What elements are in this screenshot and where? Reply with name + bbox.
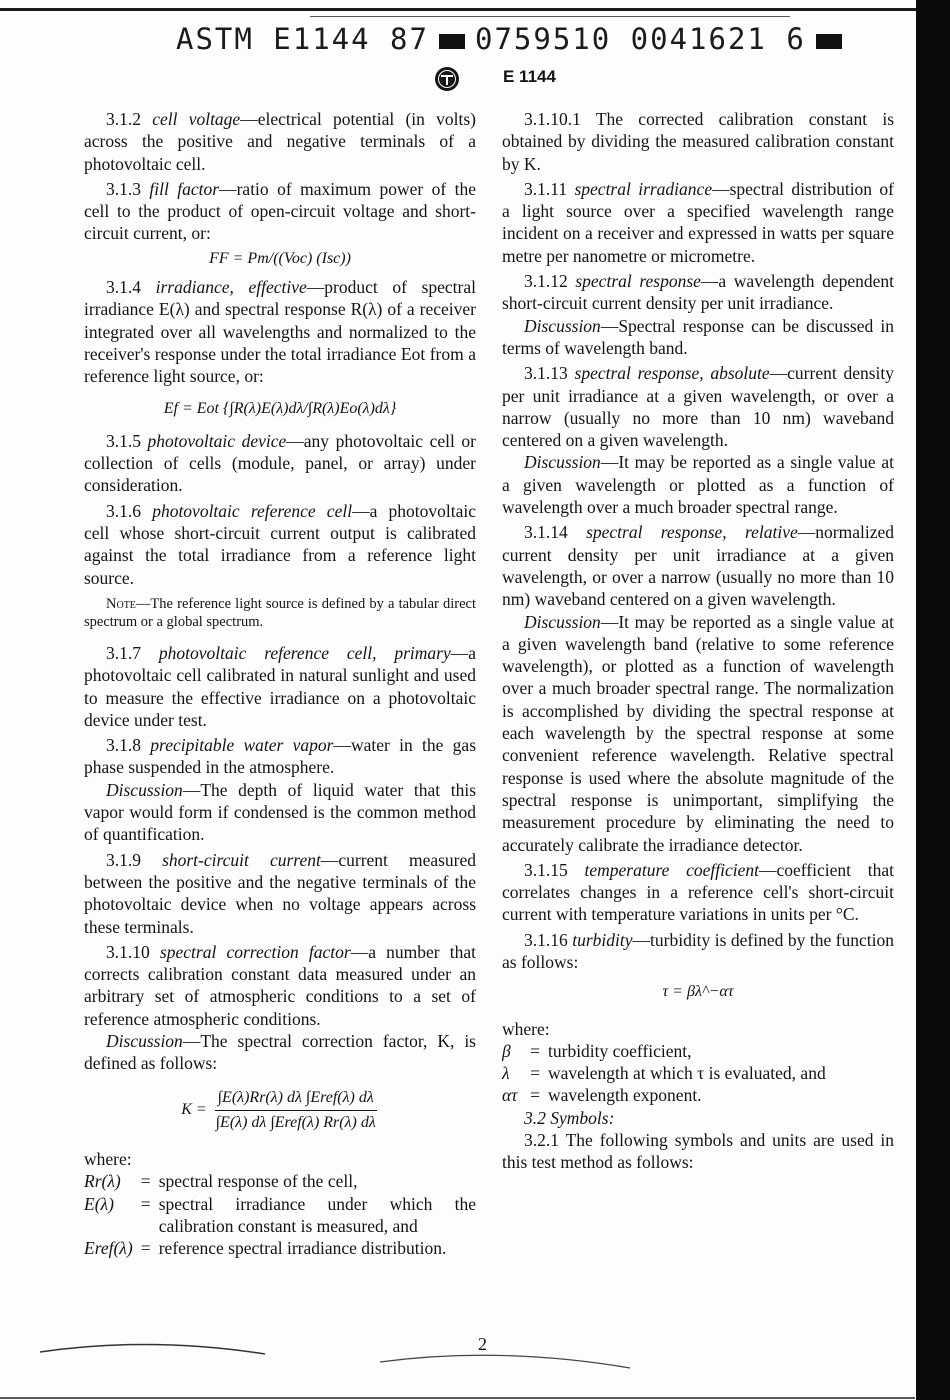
section-3-2: 3.2 Symbols: xyxy=(524,1107,615,1128)
header-block-mark xyxy=(439,34,465,49)
section-3-1-8: 3.1.8 precipitable water vapor—water in the gas phase suspended in the atmosphere. xyxy=(84,735,477,778)
discussion-3-1-10: Discussion—The spectral correction factor, K, is defined as follows: xyxy=(84,1030,476,1074)
definition-row: Rr(λ) = spectral response of the cell, xyxy=(84,1171,358,1192)
designation: E 1144 xyxy=(503,67,556,86)
where-label-right: where: xyxy=(502,1018,550,1039)
section-3-1-10-1: 3.1.10.1 The corrected calibration constant is obtained by dividing the measured calibration constant by K. xyxy=(502,109,894,174)
astm-logo-icon xyxy=(434,66,460,92)
discussion-3-1-8: Discussion—The depth of liquid water that this vapor would form if condensed is the common method of quantification. xyxy=(84,779,476,845)
where-label: where: xyxy=(84,1149,132,1170)
discussion-3-1-12: Discussion—Spectral response can be discussed in terms of wavelength band. xyxy=(502,315,894,358)
definition-row: λ = wavelength at which τ is evaluated, and xyxy=(502,1063,826,1084)
symbol-definitions-left xyxy=(84,1170,476,1259)
right-column xyxy=(502,108,894,1174)
equation-denominator: ∫E(λ) dλ ∫Eref(λ) Rr(λ) dλ xyxy=(215,1113,376,1131)
section-3-1-13: 3.1.13 spectral response, absolute—current density per unit irradiance at a given wavelength, or over a narrow (usually no more than 10 nm) waveband centered on a given wavelength. xyxy=(502,363,895,451)
section-3-1-6: 3.1.6 photovoltaic reference cell—a photovoltaic cell whose short-circuit current output is calibrated against the total irradiance from a reference light source. xyxy=(84,500,476,588)
top-rule-thin xyxy=(310,16,790,17)
section-3-1-7: 3.1.7 photovoltaic reference cell, primary—a photovoltaic cell calibrated in natural sunlight and used to measure the effective irradiance on a photovoltaic device under test. xyxy=(84,642,476,730)
discussion-3-1-13: Discussion—It may be reported as a single value at a given wavelength or plotted as a function of wavelength over a much broader spectral range. xyxy=(502,452,894,518)
note: Note—The reference light source is defined by a tabular direct spectrum or a global spectrum. xyxy=(84,595,476,631)
left-column xyxy=(84,108,476,1260)
turbidity-equation: τ = βλ^−ατ xyxy=(662,983,734,1001)
discussion-3-1-14: Discussion—It may be reported as a single value at a given wavelength band (relative to some reference wavelength), or plotted as a function of wavelength over a much broader spectral range. The normalization is accomplished by dividing the spectral response at each wavelength by the spectral response at some convenient reference wavelength. Relative spectral response is used where the absolute magnitude of the spectral response is unimportant, simplifying the measurement procedure by eliminating the need to accurately calibrate the irradiance detector. xyxy=(502,611,894,855)
page-number: 2 xyxy=(478,1334,487,1354)
section-3-1-15: 3.1.15 temperature coefficient—coefficient that correlates changes in a reference cell's short-circuit current with temperature variations in units per °C. xyxy=(502,859,894,925)
running-header xyxy=(176,22,852,56)
correction-factor-equation: K = $\frac{\text{∫E(λ)Rr(λ) dλ ∫Eref(λ) dλ}}{\text{∫E(λ) dλ ∫Eref(λ) Rr(λ) dλ}}$ xyxy=(84,1087,476,1135)
section-3-1-10: 3.1.10 spectral correction factor—a number that corrects calibration constant data measured under an arbitrary set of atmospheric conditions to a set of reference atmospheric conditions. xyxy=(84,941,477,1029)
section-3-1-11: 3.1.11 spectral irradiance—spectral distribution of a light source over a specified wavelength range incident on a receiver and expressed in watts per square metre per nanometre or micrometre. xyxy=(502,178,894,266)
top-rule xyxy=(0,8,950,11)
fill-factor-equation: FF = Pm/((Voc) (Isc)) xyxy=(209,249,351,267)
section-3-1-9: 3.1.9 short-circuit current—current measured between the positive and the negative terminals of the photovoltaic device when no voltage appears across these terminals. xyxy=(84,849,477,937)
section-3-1-12: 3.1.12 spectral response—a wavelength dependent short-circuit current density per unit irradiance. xyxy=(502,271,894,314)
section-3-1-5: 3.1.5 photovoltaic device—any photovoltaic cell or collection of cells (module, panel, or array) under consideration. xyxy=(84,430,476,496)
equation-numerator: ∫E(λ)Rr(λ) dλ ∫Eref(λ) dλ xyxy=(215,1087,377,1111)
header-standard-id: ASTM E1144 87 xyxy=(176,22,429,56)
definition-row: β = turbidity coefficient, xyxy=(502,1040,692,1061)
scan-artifact-lines xyxy=(0,1340,950,1400)
header-code: 0759510 0041621 6 xyxy=(474,22,806,56)
header-block-mark-2 xyxy=(816,34,842,49)
effective-irradiance-equation: Ef = Eot {∫R(λ)E(λ)dλ/∫R(λ)Eo(λ)dλ} xyxy=(163,399,397,417)
section-3-1-4: 3.1.4 irradiance, effective—product of spectral irradiance E(λ) and spectral response R(λ) of a receiver integrated over all wavelengths and normalized to the receiver's response under the total irradiance Eot from a reference light source, or: xyxy=(84,277,476,387)
definition-row: Eref(λ) = reference spectral irradiance distribution. xyxy=(84,1238,447,1259)
symbol-definitions-right xyxy=(502,1040,894,1107)
definition-row: E(λ) = spectral irradiance under which the calibration constant is measured, and xyxy=(84,1193,476,1237)
section-3-1-16: 3.1.16 turbidity—turbidity is defined by the function as follows: xyxy=(502,929,895,972)
definition-row: ατ = wavelength exponent. xyxy=(502,1085,702,1106)
section-3-1-14: 3.1.14 spectral response, relative—normalized current density per unit irradiance at a given wavelength, or over a narrow (usually no more than 10 nm) waveband centered on a given wavelength. xyxy=(502,522,895,610)
scan-edge-bar xyxy=(916,0,950,1400)
section-3-2-1: 3.2.1 The following symbols and units are used in this test method as follows: xyxy=(502,1130,894,1173)
section-3-1-3: 3.1.3 fill factor—ratio of maximum power of the cell to the product of open-circuit voltage and short-circuit current, or: xyxy=(84,178,476,244)
section-3-1-2: 3.1.2 cell voltage—electrical potential (in volts) across the positive and negative terminals of a photovoltaic cell. xyxy=(84,109,476,174)
